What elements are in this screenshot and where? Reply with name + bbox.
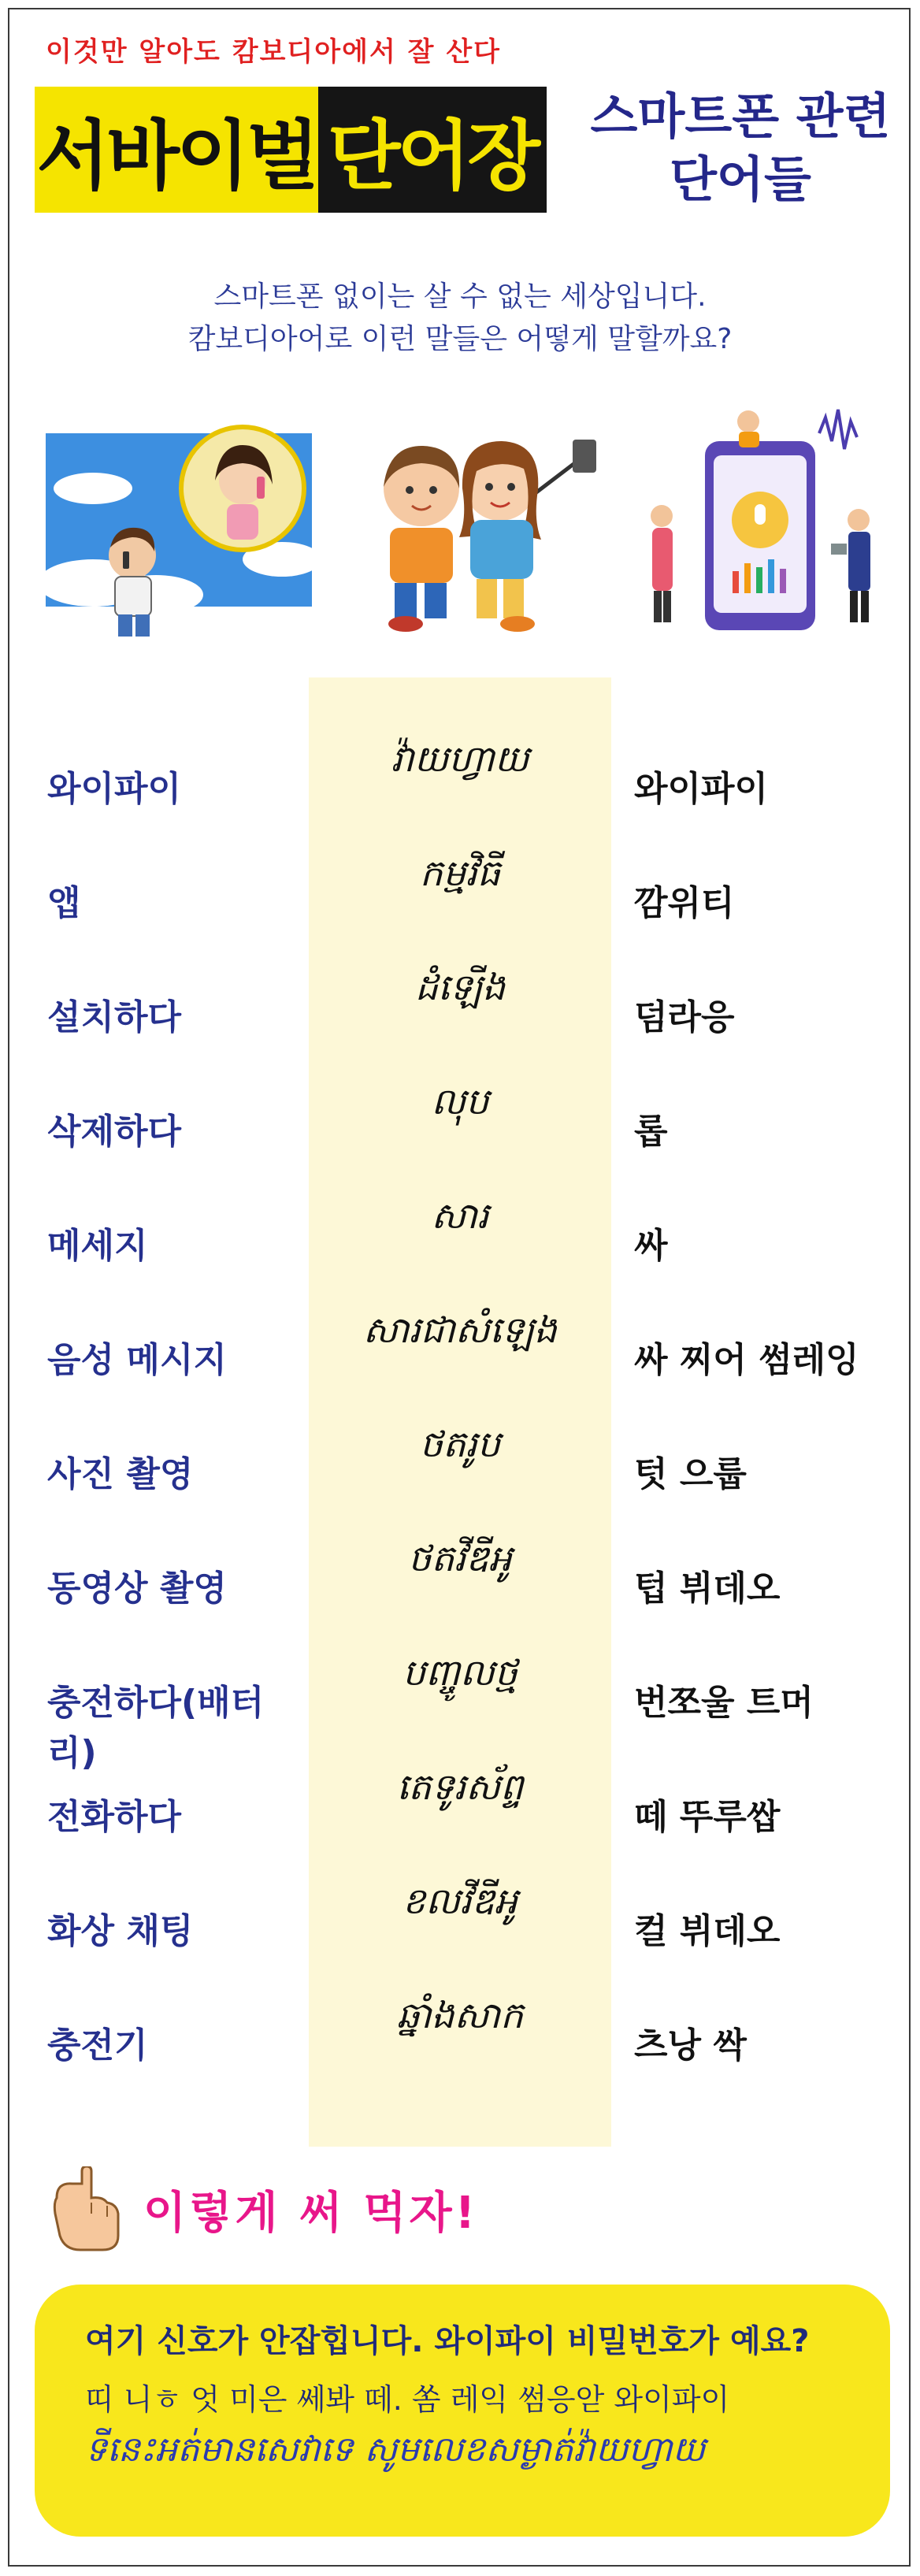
- vocab-pron-1: 와이파이: [634, 769, 769, 809]
- vocab-korean-3: 설치하다: [47, 997, 182, 1037]
- vocab-korean-6: 음성 메시지: [47, 1340, 227, 1380]
- phone-call-illustration: [46, 402, 312, 638]
- vocab-pron-6: 싸 찌어 썸레잉: [634, 1340, 859, 1380]
- subtitle-line1: 스마트폰 관련: [590, 87, 891, 145]
- vocab-khmer-9: បញ្ចូលថ្ម: [402, 1651, 518, 1694]
- vocab-khmer-7: ថតរូប: [419, 1423, 501, 1465]
- vocab-pron-4: 롭: [634, 1112, 668, 1152]
- vocab-pron-2: 깜위티: [634, 883, 735, 923]
- vocab-khmer-5: សារ: [431, 1194, 489, 1237]
- vocab-khmer-12: ឆ្នាំងសាក: [396, 1994, 524, 2036]
- example-korean: 여기 신호가 안잡힙니다. 와이파이 비밀번호가 예요?: [85, 2323, 810, 2359]
- vocab-pron-8: 텁 뷔데오: [634, 1568, 781, 1609]
- vocab-khmer-2: កម្មវិធី: [419, 852, 501, 894]
- example-khmer: ទីនេះអត់មានសេវាទេ សូមលេខសម្ងាត់វ៉ាយហ្វាយ: [85, 2429, 706, 2470]
- vocab-korean-5: 메세지: [47, 1226, 148, 1266]
- vocab-khmer-10: តេទូរស័ព្ទ: [396, 1765, 524, 1808]
- vocab-pron-10: 떼 뚜루쌉: [634, 1797, 781, 1837]
- vocab-korean-7: 사진 촬영: [47, 1454, 194, 1494]
- intro-line1: 스마트폰 없이는 살 수 없는 세상입니다.: [213, 280, 707, 313]
- vocab-khmer-1: វ៉ាយហ្វាយ: [391, 737, 529, 780]
- vocab-khmer-11: ខលវីឌីអូ: [402, 1880, 518, 1922]
- vocab-pron-9: 번쪼울 트머: [634, 1683, 814, 1723]
- vocab-khmer-6: សារជាសំឡេង: [363, 1308, 557, 1351]
- vocab-korean-10: 전화하다: [47, 1797, 182, 1837]
- intro-text: [0, 276, 920, 361]
- example-pronunciation: 띠 니ㅎ 엇 미은 쎄봐 떼. 쏨 레익 썸응앋 와이파이: [85, 2382, 730, 2417]
- vocab-korean-9: 충전하다(배터리): [47, 1683, 265, 1773]
- intro-line2: 캄보디아어로 이런 말들은 어떻게 말할까요?: [187, 323, 733, 355]
- title-part1: 서바이벌: [35, 87, 318, 213]
- vocab-pron-12: 츠낭 싹: [634, 2025, 747, 2066]
- tagline: 이것만 알아도 캄보디아에서 잘 산다: [46, 36, 502, 68]
- vocab-korean-12: 충전기: [47, 2025, 148, 2066]
- vocab-pron-11: 컬 뷔데오: [634, 1911, 781, 1951]
- vocab-korean-4: 삭제하다: [47, 1112, 182, 1152]
- vocab-korean-2: 앱: [47, 883, 81, 923]
- example-sentence-bubble: [35, 2285, 890, 2537]
- selfie-kids-illustration: [335, 402, 607, 638]
- vocab-pron-3: 덤라응: [634, 997, 735, 1037]
- vocab-korean-11: 화상 채팅: [47, 1911, 194, 1951]
- vocab-pron-7: 텃 으룹: [634, 1454, 747, 1494]
- title-part2: 단어장: [318, 87, 547, 213]
- vocab-khmer-3: ដំឡើង: [414, 966, 506, 1008]
- vocab-pron-5: 싸: [634, 1226, 668, 1266]
- voice-assistant-illustration: [630, 402, 890, 638]
- subtitle: [575, 85, 906, 211]
- pointing-hand-icon: [41, 2166, 128, 2253]
- practice-label: 이렇게 써 먹자!: [143, 2188, 479, 2239]
- vocab-khmer-8: ថតវីឌីអូ: [408, 1537, 512, 1579]
- vocab-korean-8: 동영상 촬영: [47, 1568, 227, 1609]
- vocab-khmer-4: លុប: [431, 1080, 489, 1123]
- vocab-korean-1: 와이파이: [47, 769, 182, 809]
- subtitle-line2: 단어들: [670, 150, 811, 208]
